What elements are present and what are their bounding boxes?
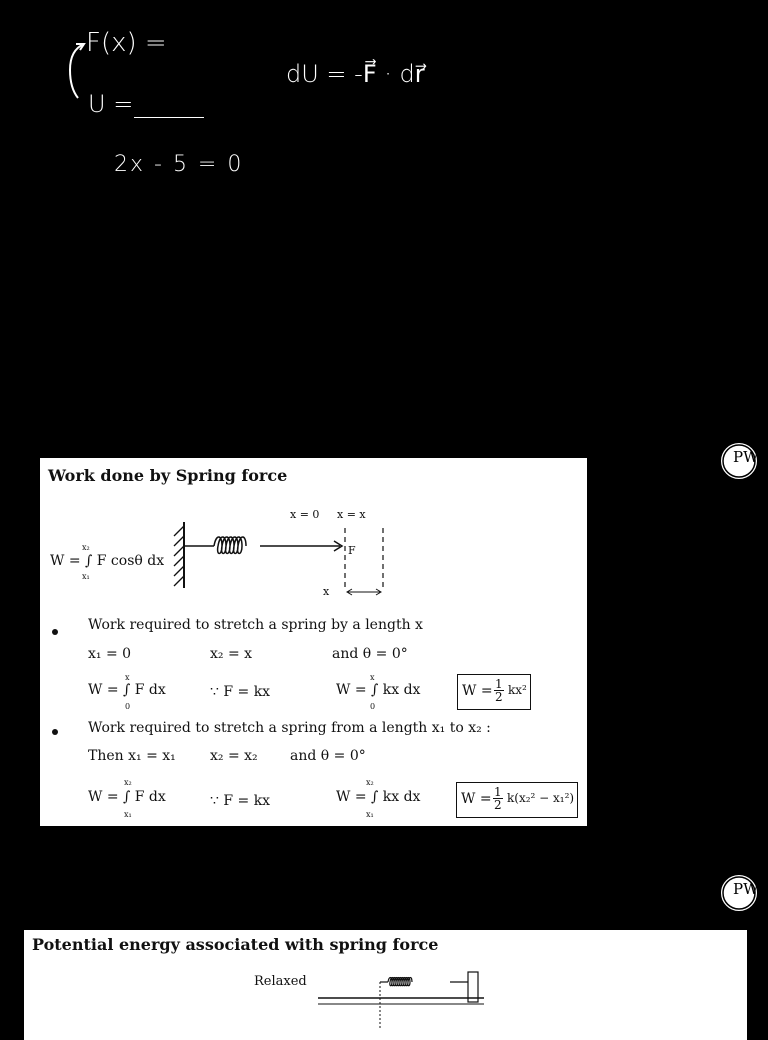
relaxed-spring-icon (318, 968, 488, 1028)
bullet2-upper-limit: x₂ (124, 778, 132, 787)
handwritten-equation: 2x - 5 = 0 (114, 152, 244, 177)
bullet2-kx-upper: x₂ (366, 778, 374, 787)
bullet1-x1: x₁ = 0 (88, 646, 132, 662)
diagram-label-force: F (348, 544, 356, 557)
work-integral-formula: W = ∫ F cosθ dx (50, 553, 165, 569)
bullet2-result-box (456, 782, 578, 818)
integral-upper-limit: x₂ (82, 543, 90, 552)
handwritten-blank-line (134, 117, 204, 118)
bullet-point (52, 629, 58, 635)
bullet1-lower-limit: 0 (125, 702, 131, 711)
bullet1-theta: and θ = 0° (332, 646, 408, 662)
relaxed-label: Relaxed (254, 974, 307, 989)
diagram-label-displacement: x (323, 585, 330, 598)
pw-logo-icon (718, 440, 760, 482)
bullet2-work-integral: W = ∫ F dx (88, 789, 166, 805)
bullet2-x2: x₂ = x₂ (210, 748, 258, 764)
result-fraction: $\frac{1}{2}$ (495, 677, 503, 704)
integral-lower-limit: x₁ (82, 572, 90, 581)
bullet1-text: Work required to stretch a spring by a length x (88, 617, 423, 633)
handwritten-du: dU = -F⃗ · dr⃗ (286, 60, 425, 88)
bullet2-lower-limit: x₁ (124, 810, 132, 819)
handwritten-fx: F(x) = (86, 28, 167, 58)
diagram-label-xx: x = x (337, 508, 366, 521)
bullet1-kx-lower: 0 (370, 702, 376, 711)
pw-logo-letter-p: PW (733, 448, 759, 466)
bullet1-kx-upper: x (370, 673, 375, 682)
result-rhs: kx² (508, 683, 527, 697)
handwritten-u: U = (88, 90, 134, 118)
bullet1-upper-limit: x (125, 673, 130, 682)
bullet2-then: Then x₁ = x₁ (88, 748, 176, 764)
bullet1-work-kx: W = ∫ kx dx (336, 682, 421, 698)
diagram-label-x0: x = 0 (290, 508, 320, 521)
bullet1-work-integral: W = ∫ F dx (88, 682, 166, 698)
bullet-point (52, 729, 58, 735)
brace-arrow-icon (64, 40, 88, 104)
card-heading: Work done by Spring force (48, 466, 288, 485)
bullet1-result-box (457, 674, 531, 710)
result-rhs: k(x₂² − x₁²) (507, 791, 575, 805)
bullet2-text: Work required to stretch a spring from a length x₁ to x₂ : (88, 720, 491, 736)
bullet2-theta: and θ = 0° (290, 748, 366, 764)
result-lhs: W = (462, 683, 493, 699)
bullet2-since: ∵ F = kx (210, 793, 271, 809)
bullet2-kx-lower: x₁ (366, 810, 374, 819)
result-fraction: $\frac{1}{2}$ (494, 785, 502, 812)
result-lhs: W = (461, 791, 492, 807)
pw-logo-letter-p: PW (733, 880, 759, 898)
card-heading: Potential energy associated with spring force (32, 935, 439, 954)
work-done-card (40, 458, 587, 826)
spring-diagram-icon (170, 508, 400, 608)
bullet1-since: ∵ F = kx (210, 684, 271, 700)
pw-logo-icon (718, 872, 760, 914)
bullet2-work-kx: W = ∫ kx dx (336, 789, 421, 805)
bullet1-x2: x₂ = x (210, 646, 253, 662)
